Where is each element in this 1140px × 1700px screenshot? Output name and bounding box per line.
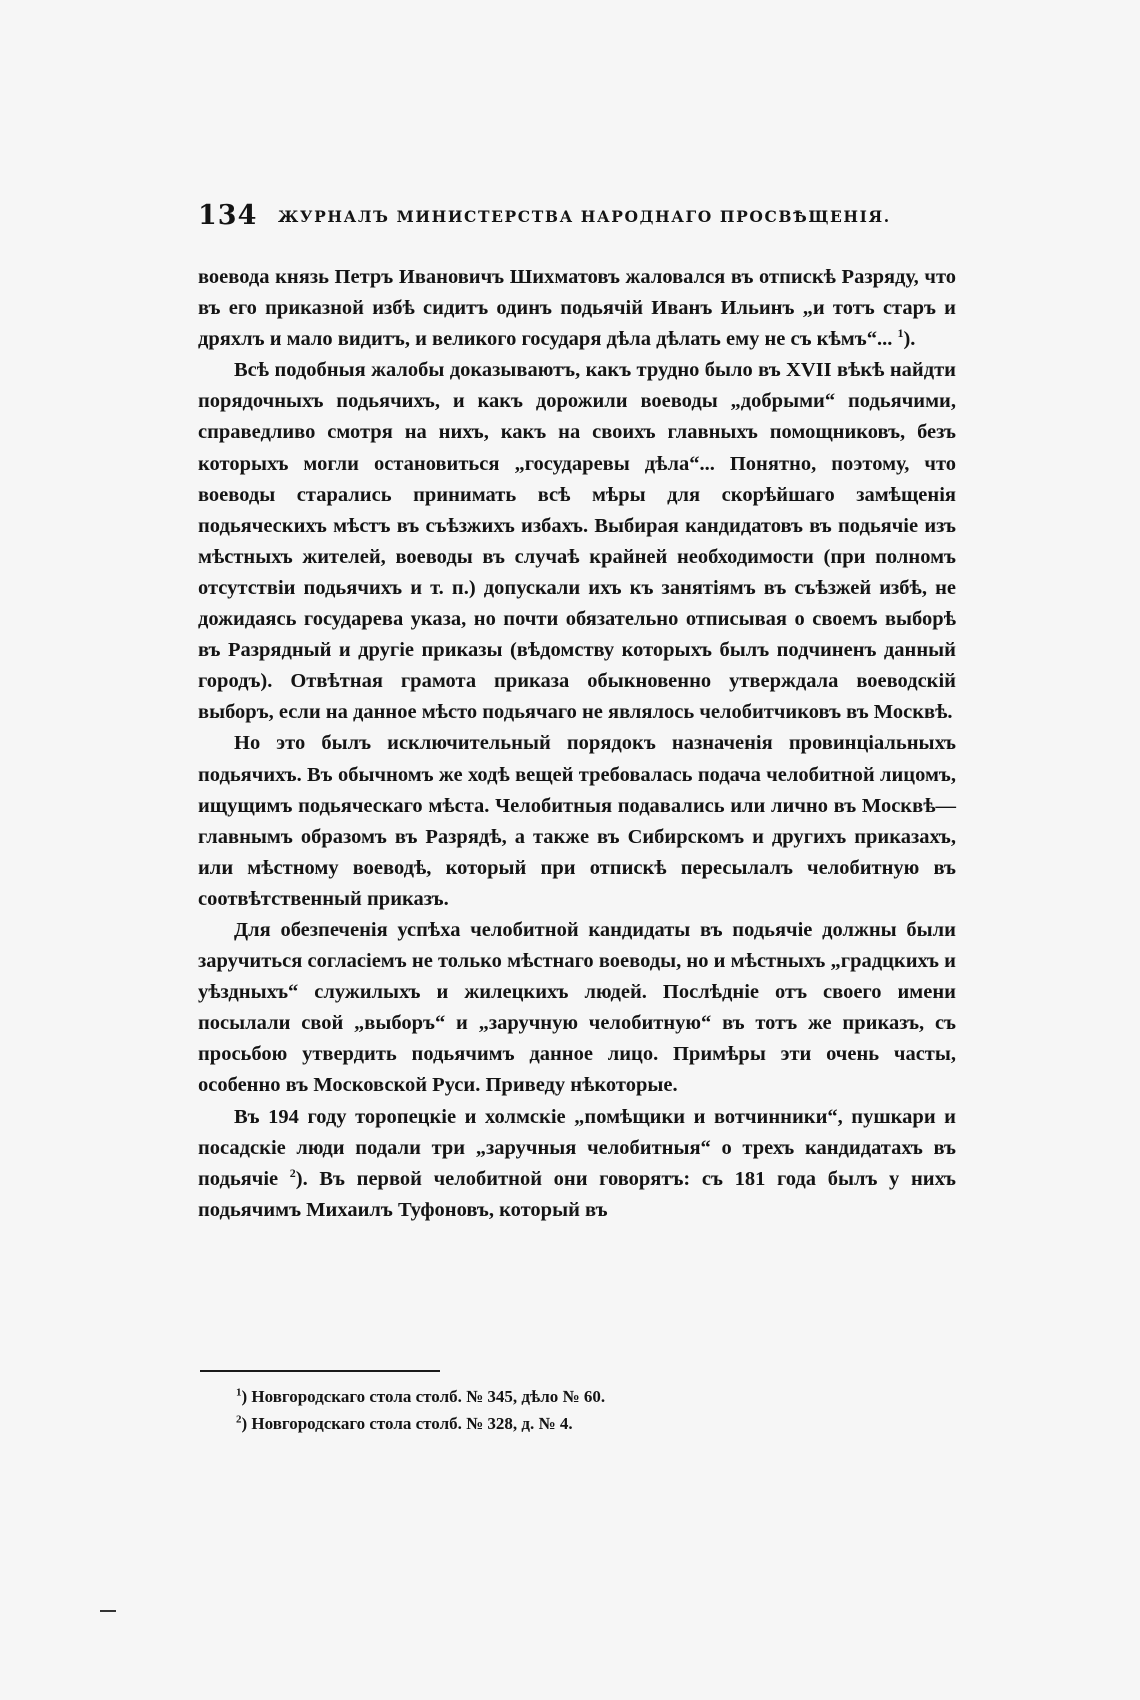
scan-mark bbox=[100, 1610, 116, 1612]
footnotes bbox=[236, 1383, 936, 1437]
footnote-mark: 1 bbox=[236, 1386, 242, 1399]
paragraph-tail: ). bbox=[903, 328, 916, 351]
footnote-text: ) Новгородскаго стола столб. № 328, д. № 4. bbox=[241, 1414, 573, 1433]
paragraph-text: Всѣ подобныя жалобы доказываютъ, какъ трудно было въ XVII вѣкѣ найдти порядочныхъ подьячихъ, и какъ дорожили воеводы „добрыми“ подьячими, справедливо смотря на нихъ, какъ на своихъ главныхъ помощниковъ, безъ которыхъ могли остановиться „государевы дѣла“... Понятно, поэтому, что воеводы старались принимать всѣ мѣры для скорѣйшаго замѣщенія подьяческихъ мѣстъ въ съѣзжихъ избахъ. Выбирая кандидатовъ въ подьячіе изъ мѣстныхъ жителей, воеводы въ случаѣ крайней необходимости (при полномъ отсутствіи подьячихъ и т. п.) допускали ихъ къ занятіямъ въ съѣзжей избѣ, не дожидаясь государева указа, но почти обязательно отписывая о своемъ выборѣ въ Разрядный и другіе приказы (вѣдомству которыхъ былъ подчиненъ данный городъ). Отвѣтная грамота приказа обыкновенно утверждала воеводскій выборъ, если на данное мѣсто подьячаго не являлось челобитчиковъ въ Москвѣ. bbox=[198, 359, 956, 724]
running-title: ЖУРНАЛЪ МИНИСТЕРСТВА НАРОДНАГО ПРОСВѢЩЕНІЯ. bbox=[278, 207, 891, 226]
paragraph-continued bbox=[198, 262, 956, 355]
paragraph bbox=[198, 915, 956, 1102]
paragraph-text: Для обезпеченія успѣха челобитной кандидаты въ подьячіе должны были заручиться согласіемъ не только мѣстнаго воеводы, но и мѣстныхъ „градцкихъ и уѣздныхъ“ служилыхъ и жилецкихъ людей. Послѣдніе отъ своего имени посылали свой „выборъ“ и „заручную челобитную“ въ тотъ же приказъ, съ просьбою утвердить подьячимъ данное лицо. Примѣры эти очень часты, особенно въ Московской Руси. Приведу нѣкоторые. bbox=[198, 918, 956, 1097]
footnote bbox=[236, 1383, 936, 1410]
paragraph bbox=[198, 355, 956, 728]
body-text bbox=[198, 262, 956, 1226]
paragraph-text: Но это былъ исключительный порядокъ назначенія провинціальныхъ подьячихъ. Въ обычномъ же ходѣ вещей требовалась подача челобитной лицомъ, ищущимъ подьяческаго мѣста. Челобитныя подавались или лично въ Москвѣ—главнымъ образомъ въ Разрядѣ, а также въ Сибирскомъ и другихъ приказахъ, или мѣстному воеводѣ, который при отпискѣ пересылалъ челобитную въ соотвѣтственный приказъ. bbox=[198, 732, 956, 910]
footnote-mark: 2 bbox=[236, 1413, 242, 1426]
footnote-ref: 1 bbox=[897, 326, 904, 341]
footnote-text: ) Новгородскаго стола столб. № 345, дѣло № 60. bbox=[241, 1387, 606, 1406]
footnote bbox=[236, 1410, 936, 1437]
page-number: 134 bbox=[198, 200, 258, 231]
paragraph bbox=[198, 1102, 956, 1226]
footnote-ref: 2 bbox=[289, 1165, 296, 1180]
paragraph-text: воевода князь Петръ Ивановичъ Шихматовъ жаловался въ отпискѣ Разряду, что въ его приказной избѣ сидитъ одинъ подьячій Иванъ Ильинъ „и тотъ старъ и дряхлъ и мало видитъ, и великого государя дѣла дѣлать ему не съ кѣмъ“... bbox=[198, 266, 956, 351]
footnote-divider bbox=[200, 1370, 440, 1372]
paragraph-tail: ). Въ первой челобитной они говорятъ: съ 181 года былъ у нихъ подьячимъ Михаилъ Туфоновъ, который въ bbox=[198, 1167, 956, 1221]
paragraph-text: Въ 194 году торопецкіе и холмскіе „помѣщики и вотчинники“, пушкари и посадскіе люди подали три „заручныя челобитныя“ о трехъ кандидатахъ въ подьячіе bbox=[198, 1105, 956, 1190]
page-header bbox=[198, 200, 958, 240]
paragraph bbox=[198, 728, 956, 915]
